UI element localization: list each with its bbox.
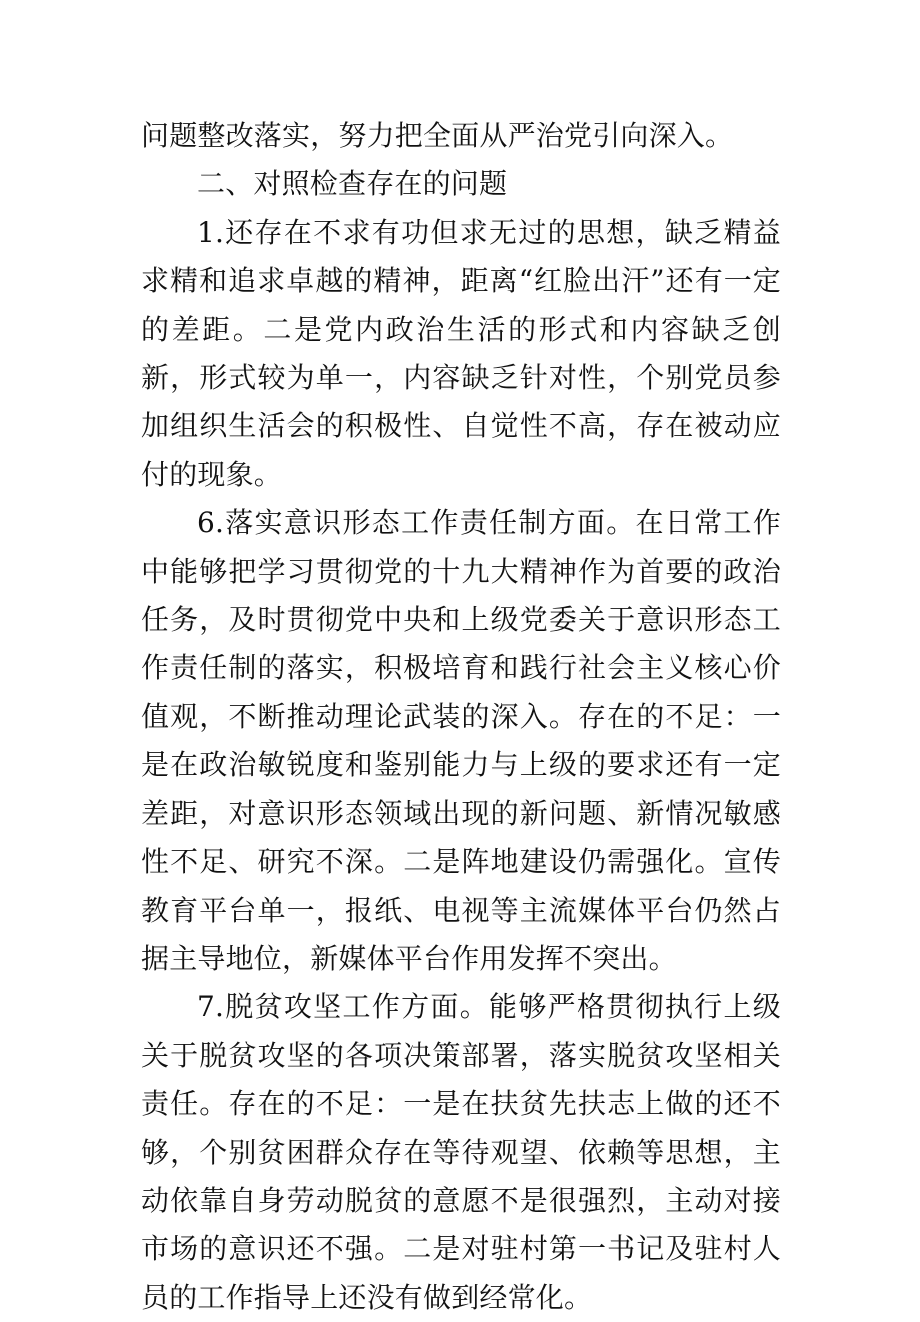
paragraph-item-7: 7.脱贫攻坚工作方面。能够严格贯彻执行上级关于脱贫攻坚的各项决策部署，落实脱贫攻坚相关责任。存在的不足：一是在扶贫先扶志上做的还不够，个别贫困群众存在等待观望、依赖等思想，主动依靠自身劳动脱贫的意愿不是很强烈，主动对接市场的意识还不强。二是对驻村第一书记及驻村人员的工作指导上还没有做到经常化。 [141, 990, 781, 1314]
document-body [141, 112, 781, 1322]
paragraph-item-6: 6.落实意识形态工作责任制方面。在日常工作中能够把学习贯彻党的十九大精神作为首要的政治任务，及时贯彻党中央和上级党委关于意识形态工作责任制的落实，积极培育和践行社会主义核心价值观，不断推动理论武装的深入。存在的不足：一是在政治敏锐度和鉴别能力与上级的要求还有一定差距，对意识形态领域出现的新问题、新情况敏感性不足、研究不深。二是阵地建设仍需强化。宣传教育平台单一，报纸、电视等主流媒体平台仍然占据主导地位，新媒体平台作用发挥不突出。 [141, 506, 781, 975]
section-heading: 二、对照检查存在的问题 [197, 167, 508, 201]
paragraph-continuation: 问题整改落实，努力把全面从严治党引向深入。 [141, 119, 734, 152]
paragraph-item-1: 1.还存在不求有功但求无过的思想，缺乏精益求精和追求卓越的精神，距离“红脸出汗”还有一定的差距。二是党内政治生活的形式和内容缺乏创新，形式较为单一，内容缺乏针对性，个别党员参加组织生活会的积极性、自觉性不高，存在被动应付的现象。 [141, 215, 781, 491]
